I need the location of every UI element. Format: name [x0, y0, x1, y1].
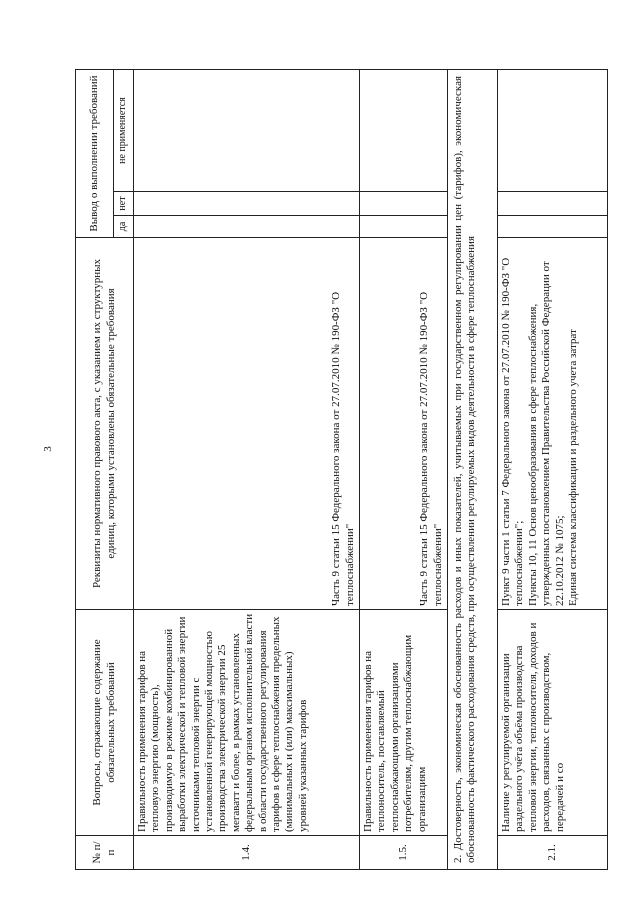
cell-yes [360, 216, 448, 238]
row-requisites [498, 238, 608, 610]
table-row [134, 69, 360, 869]
section-2-heading: 2. Достоверность, экономическая обоснованность расходов и иных показателей, учитываемых при государственном регулировании цен (тарифов), экономическая обоснованность фактического расходования средств, при осуществлении регулируемых видов деятельности в сфере теплоснабжения [448, 69, 498, 869]
header-requisites: Реквизиты нормативного правового акта, с указанием их структурных единиц, которыми установлены обязательные требования [76, 238, 134, 610]
table-row [360, 69, 448, 869]
header-conclusion: Вывод о выполнении требований [76, 69, 114, 237]
row-question: Правильность применения тарифов на теплоноситель, поставляемый теплоснабжающими организациями потребителям, другим теплоснабжающим организациям [360, 610, 448, 836]
cell-not-applicable [360, 69, 448, 191]
header-not-applicable: не применяется [114, 69, 134, 191]
cell-yes [134, 216, 360, 238]
header-no: нет [114, 192, 134, 216]
row-number: 1.4. [134, 836, 360, 870]
section-row [448, 69, 498, 869]
requisite-line: Пункт 9 части 1 статьи 7 Федерального закона от 27.07.2010 № 190-ФЗ "О теплоснабжении"; [500, 257, 526, 606]
requirements-table-wrapper [75, 70, 635, 870]
header-yes: да [114, 216, 134, 238]
requisite-line: Пункты 10, 11 Основ ценообразования в сфере теплоснабжения, утвержденных постановлением Правительства Российской Федерации от 22.10.2012 № 1075; [526, 261, 566, 606]
cell-no [498, 192, 608, 216]
table-row [498, 69, 608, 869]
cell-yes [498, 216, 608, 238]
page-number: 3 [41, 446, 54, 452]
row-number: 2.1. [498, 836, 608, 870]
cell-no [134, 192, 360, 216]
header-num: № п/п [76, 836, 134, 870]
requirements-table [75, 69, 608, 870]
cell-not-applicable [498, 69, 608, 191]
cell-not-applicable [134, 69, 360, 191]
header-questions: Вопросы, отражающие содержание обязательных требований [76, 610, 134, 836]
requisite-line: Единая система классификации и раздельного учета затрат [567, 329, 580, 606]
row-question: Наличие у регулируемой организации раздельного учёта объёма производства тепловой энергии, теплоносителя, доходов и расходов, связанных с производством, передачей и со [498, 610, 608, 836]
row-question: Правильность применения тарифов на тепловую энергию (мощность), производимую в режиме комбинированной выработки электрической и тепловой энергии источниками тепловой энергии с установленной генерирующей мощностью производства электрической энергии 25 мегаватт и более, в рамках установленных федеральным органом исполнительной власти в области государственного регулирования тарифов в сфере теплоснабжения предельных (минимальных и (или) максимальных) уровней указанных тарифов [134, 610, 360, 836]
row-number: 1.5. [360, 836, 448, 870]
cell-no [360, 192, 448, 216]
row-requisites: Часть 9 статьи 15 Федерального закона от 27.07.2010 № 190-ФЗ "О теплоснабжении" [134, 238, 360, 610]
row-requisites: Часть 9 статьи 15 Федерального закона от 27.07.2010 № 190-ФЗ "О теплоснабжении" [360, 238, 448, 610]
